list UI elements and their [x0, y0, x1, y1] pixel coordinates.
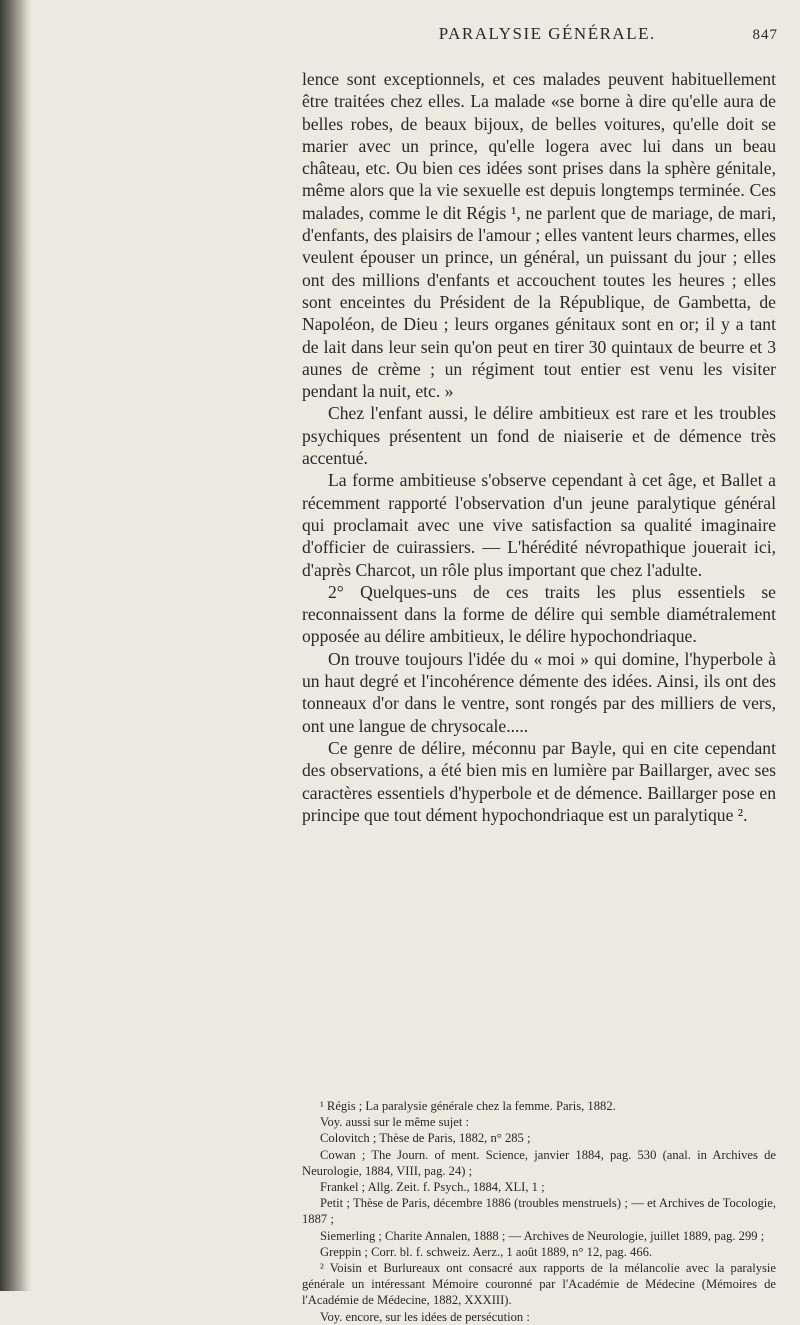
running-title: PARALYSIE GÉNÉRALE. — [438, 24, 656, 43]
paragraph: 2° Quelques-uns de ces traits les plus essentiels se reconnaissent dans la forme de délire qui semble diamétralement opposée au délire ambitieux, le délire hypochondriaque. — [302, 581, 776, 647]
footnote: Greppin ; Corr. bl. f. schweiz. Aerz., 1 août 1889, n° 12, pag. 466. — [320, 1244, 653, 1259]
paragraph: On trouve toujours l'idée du « moi » qui domine, l'hyperbole à un haut degré et l'incohérence démente des idées. Ainsi, ils ont des tonneaux d'or dans le ventre, sont rongés par des milliers de vers, ont une langue de chrysocale..... — [302, 648, 776, 736]
paragraph: Chez l'enfant aussi, le délire ambitieux est rare et les troubles psychiques présentent un fond de niaiserie et de démence très accentué. — [302, 403, 776, 469]
book-spine-shadow — [0, 0, 32, 1291]
footnote: Voy. encore, sur les idées de persécution : — [320, 1309, 530, 1324]
body-text — [302, 68, 776, 826]
footnote: ² Voisin et Burlureaux ont consacré aux rapports de la mélancolie avec la paralysie générale un intéressant Mémoire couronné par l'Académie de Médecine (Mémoires de l'Académie de Médecine, 1882, XXXIII). — [302, 1261, 776, 1308]
paragraph: Ce genre de délire, méconnu par Bayle, qui en cite cependant des observations, a été bien mis en lumière par Baillarger, avec ses caractères essentiels d'hyperbole et de démence. Baillarger pose en principe que tout dément hypochondriaque est un paralytique ². — [302, 737, 776, 825]
footnote: Frankel ; Allg. Zeit. f. Psych., 1884, XLI, 1 ; — [320, 1180, 545, 1195]
paragraph: lence sont exceptionnels, et ces malades peuvent habituellement être traitées chez elles. La malade «se borne à dire qu'elle aura de belles robes, de beaux bijoux, de belles voitures, qu'elle doit se marier avec un prince, qu'elle logera avec lui dans un beau château, etc. Ou bien ces idées sont prises dans la sphère génitale, même alors que la vie sexuelle est depuis longtemps terminée. Ces malades, comme le dit Régis ¹, ne parlent que de mariage, de mari, d'enfants, des plaisirs de l'amour ; elles vantent leurs charmes, elles veulent épouser un prince, un général, un puissant du jour ; elles ont des millions d'enfants et accouchent toutes les heures ; elles sont enceintes du Président de la République, de Gambetta, de Napoléon, de Dieu ; leurs organes génitaux sont en or; il y a tant de lait dans leur sein qu'on peut en tirer 30 quintaux de beurre et 3 aunes de crème ; un régiment tout entier est venu les visiter pendant la nuit, etc. » — [302, 69, 776, 402]
footnote: Petit ; Thèse de Paris, décembre 1886 (troubles menstruels) ; — et Archives de Tocologie, 1887 ; — [302, 1196, 776, 1227]
book-page — [250, 0, 790, 1324]
footnote: ¹ Régis ; La paralysie générale chez la femme. Paris, 1882. — [320, 1099, 616, 1113]
page-number: 847 — [752, 27, 778, 43]
footnote: Cowan ; The Journ. of ment. Science, janvier 1884, pag. 530 (anal. in Archives de Neurologie, 1884, VIII, pag. 24) ; — [302, 1147, 776, 1178]
footnote: Colovitch ; Thèse de Paris, 1882, n° 285 ; — [320, 1131, 531, 1146]
paragraph: La forme ambitieuse s'observe cependant à cet âge, et Ballet a récemment rapporté l'observation d'un jeune paralytique général qui proclamait avec une vive satisfaction sa qualité imaginaire d'officier de cuirassiers. — L'hérédité névropathique jouerait ici, d'après Charcot, un rôle plus important que chez l'adulte. — [302, 470, 776, 580]
page-header — [302, 24, 778, 54]
footnote: Voy. aussi sur le même sujet : — [320, 1115, 470, 1130]
footnote: Siemerling ; Charite Annalen, 1888 ; — Archives de Neurologie, juillet 1889, pag. 299 ; — [320, 1228, 765, 1243]
